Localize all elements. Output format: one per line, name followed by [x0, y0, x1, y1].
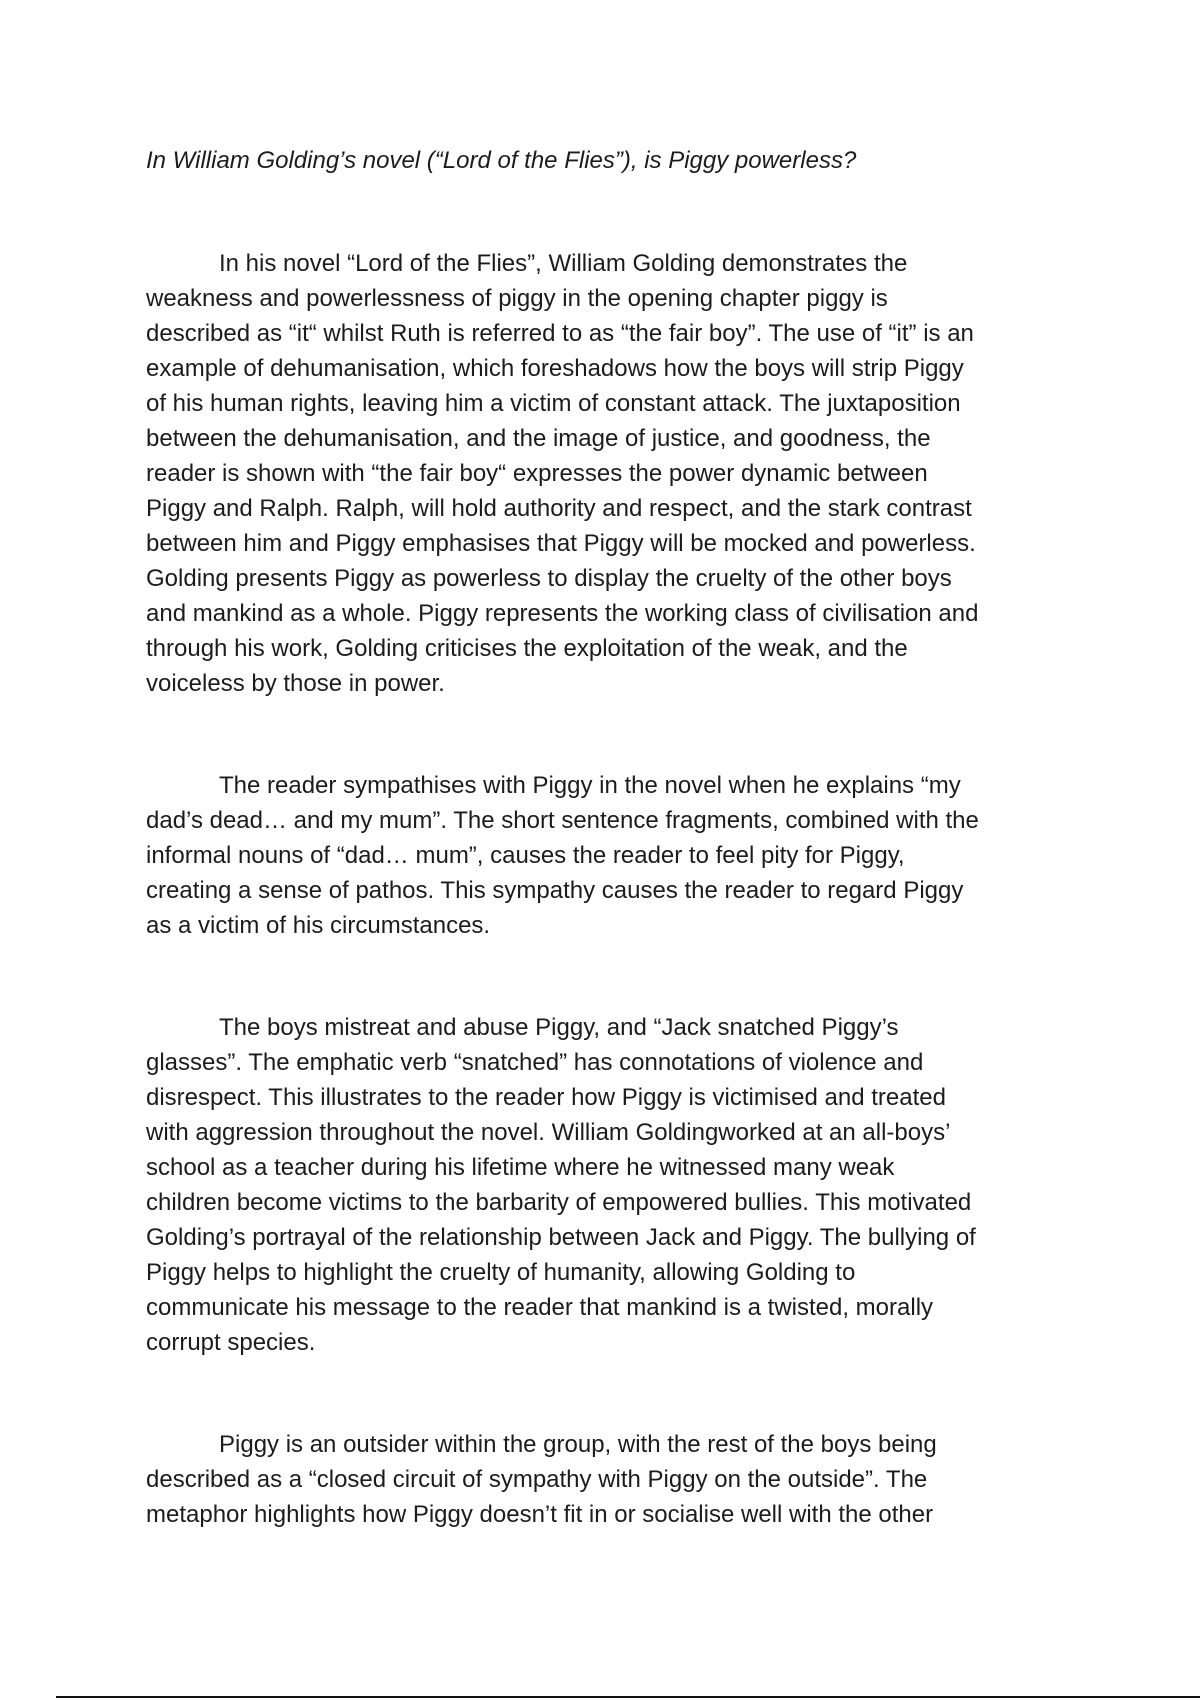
text-line: children become victims to the barbarity of empowered bullies. This motivated [146, 1189, 972, 1216]
text-line: example of dehumanisation, which foreshadows how the boys will strip Piggy [146, 355, 964, 382]
paragraph-2 [146, 768, 1076, 943]
text-line: Piggy is an outsider within the group, with the rest of the boys being [219, 1431, 937, 1458]
essay-body [146, 246, 1076, 1532]
paragraph-1 [146, 246, 1076, 701]
text-line: described as “it“ whilst Ruth is referred to as “the fair boy”. The use of “it” is an [146, 320, 974, 347]
text-line: between the dehumanisation, and the image of justice, and goodness, the [146, 425, 931, 452]
text-line: Piggy and Ralph. Ralph, will hold authority and respect, and the stark contrast [146, 495, 972, 522]
text-line: disrespect. This illustrates to the reader how Piggy is victimised and treated [146, 1084, 946, 1111]
text-line: communicate his message to the reader that mankind is a twisted, morally [146, 1294, 934, 1321]
text-line: between him and Piggy emphasises that Piggy will be mocked and powerless. [146, 530, 976, 557]
text-line: school as a teacher during his lifetime where he witnessed many weak [146, 1154, 895, 1181]
essay-question-title: In William Golding’s novel (“Lord of the Flies”), is Piggy powerless? [146, 147, 857, 174]
text-line: and mankind as a whole. Piggy represents the working class of civilisation and [146, 600, 979, 627]
text-line: glasses”. The emphatic verb “snatched” has connotations of violence and [146, 1049, 924, 1076]
text-line: voiceless by those in power. [146, 670, 445, 697]
text-line: creating a sense of pathos. This sympathy causes the reader to regard Piggy [146, 877, 964, 904]
text-line: Golding’s portrayal of the relationship between Jack and Piggy. The bullying of [146, 1224, 976, 1251]
text-line: reader is shown with “the fair boy“ expresses the power dynamic between [146, 460, 928, 487]
text-line: Golding presents Piggy as powerless to display the cruelty of the other boys [146, 565, 952, 592]
text-line: as a victim of his circumstances. [146, 912, 491, 939]
text-line: with aggression throughout the novel. William Goldingworked at an all-boys’ [146, 1119, 951, 1146]
paragraph-3 [146, 1010, 1076, 1360]
text-line: The reader sympathises with Piggy in the novel when he explains “my [219, 772, 961, 799]
text-line: In his novel “Lord of the Flies”, William Golding demonstrates the [219, 250, 908, 277]
text-line: through his work, Golding criticises the exploitation of the weak, and the [146, 635, 908, 662]
paragraph-4 [146, 1427, 1076, 1532]
text-line: dad’s dead… and my mum”. The short sentence fragments, combined with the [146, 807, 979, 834]
text-line: informal nouns of “dad… mum”, causes the reader to feel pity for Piggy, [146, 842, 905, 869]
text-line: The boys mistreat and abuse Piggy, and “Jack snatched Piggy’s [219, 1014, 899, 1041]
text-line: corrupt species. [146, 1329, 316, 1356]
text-line: metaphor highlights how Piggy doesn’t fit in or socialise well with the other [146, 1501, 934, 1528]
text-line: described as a “closed circuit of sympathy with Piggy on the outside”. The [146, 1466, 928, 1493]
page-bottom-divider [56, 1696, 1200, 1698]
text-line: weakness and powerlessness of piggy in the opening chapter piggy is [146, 285, 888, 312]
text-line: of his human rights, leaving him a victim of constant attack. The juxtaposition [146, 390, 961, 417]
text-line: Piggy helps to highlight the cruelty of humanity, allowing Golding to [146, 1259, 856, 1286]
